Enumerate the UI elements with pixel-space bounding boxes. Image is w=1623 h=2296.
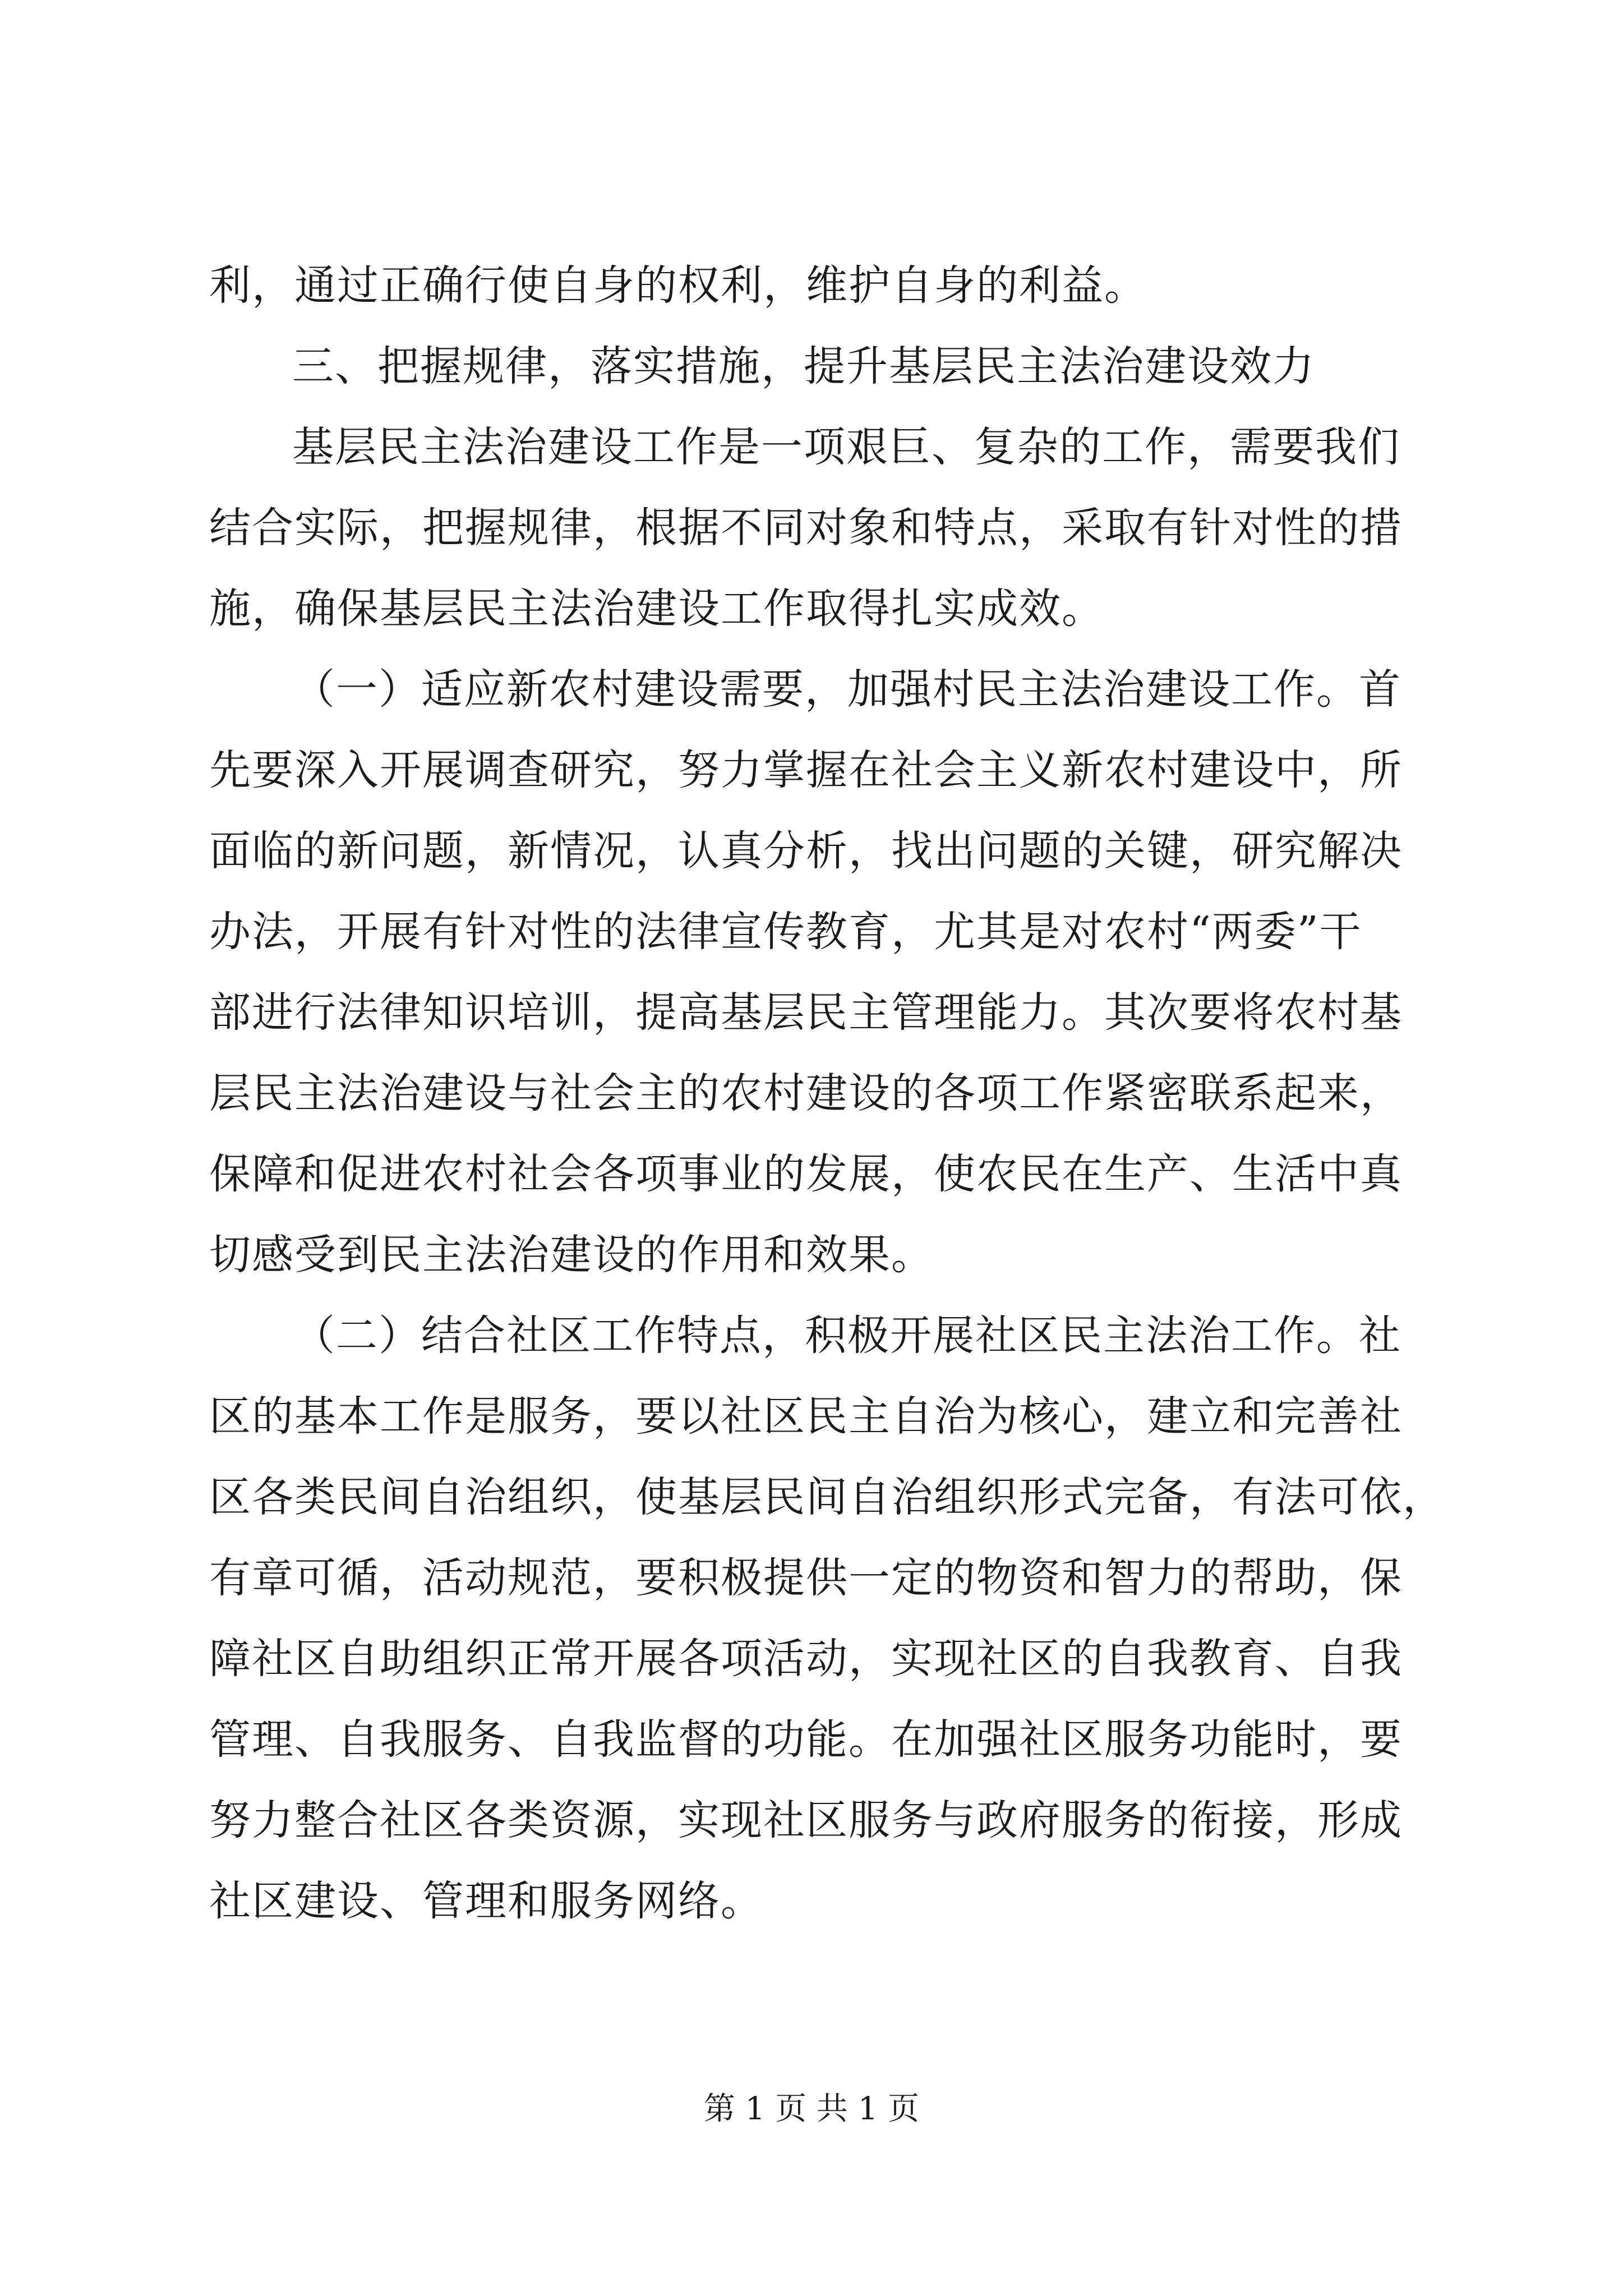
- text-line: 面临的新问题，新情况，认真分析，找出问题的关键，研究解决: [209, 827, 1403, 875]
- text-line: 社区建设、管理和服务网络。: [209, 1877, 763, 1925]
- page-number-footer: 第 1 页 共 1 页: [703, 2091, 920, 2127]
- text-line: 部进行法律知识培训，提高基层民主管理能力。其次要将农村基: [209, 988, 1403, 1037]
- text-line: 保障和促进农村社会各项事业的发展，使农民在生产、生活中真: [209, 1150, 1403, 1198]
- text-line: 努力整合社区各类资源，实现社区服务与政府服务的衔接，形成: [209, 1796, 1403, 1844]
- document-body: [209, 245, 1445, 1941]
- text-line: 先要深入开展调查研究，努力掌握在社会主义新农村建设中，所: [209, 746, 1403, 794]
- paragraph-start: （一）适应新农村建设需要，加强村民主法治建设工作。首: [293, 665, 1401, 714]
- text-line: 施，确保基层民主法治建设工作取得扎实成效。: [209, 585, 1104, 633]
- text-line: 有章可循，活动规范，要积极提供一定的物资和智力的帮助，保: [209, 1554, 1403, 1602]
- text-line: 办法，开展有针对性的法律宣传教育，尤其是对农村“两委”干: [209, 908, 1362, 956]
- paragraph-start: 基层民主法治建设工作是一项艰巨、复杂的工作，需要我们: [292, 423, 1400, 471]
- paragraph-start: （二）结合社区工作特点，积极开展社区民主法治工作。社: [293, 1312, 1401, 1360]
- section-heading: 三、把握规律，落实措施，提升基层民主法治建设效力: [292, 342, 1315, 390]
- text-line: 利，通过正确行使自身的权利，维护自身的利益。: [209, 261, 1147, 310]
- text-line: 切感受到民主法治建设的作用和效果。: [209, 1231, 934, 1279]
- text-line: 管理、自我服务、自我监督的功能。在加强社区服务功能时，要: [209, 1715, 1403, 1764]
- text-line: 层民主法治建设与社会主的农村建设的各项工作紧密联系起来，: [209, 1069, 1403, 1117]
- text-line: 结合实际，把握规律，根据不同对象和特点，采取有针对性的措: [209, 504, 1403, 552]
- text-line: 区各类民间自治组织，使基层民间自治组织形式完备，有法可依，: [209, 1473, 1445, 1521]
- text-line: 障社区自助组织正常开展各项活动，实现社区的自我教育、自我: [209, 1635, 1403, 1683]
- text-line: 区的基本工作是服务，要以社区民主自治为核心，建立和完善社: [209, 1392, 1403, 1441]
